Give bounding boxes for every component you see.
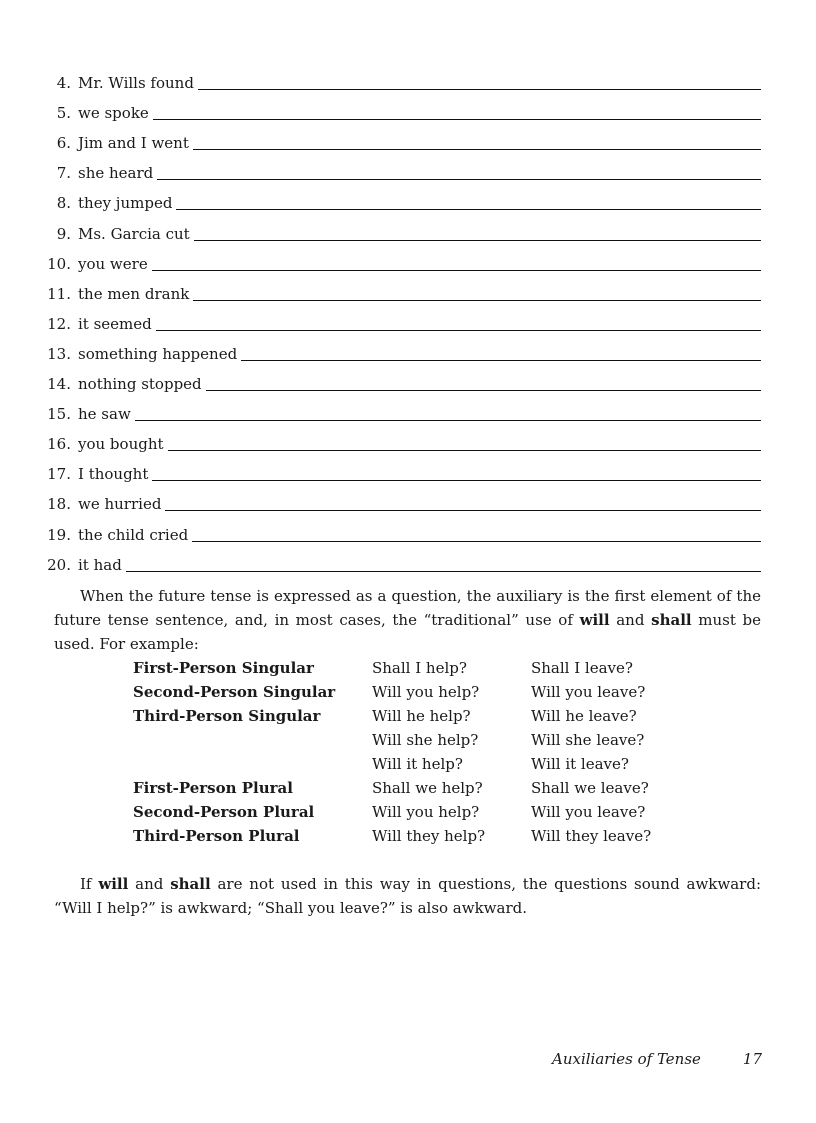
help-question: Will you help? — [372, 683, 480, 701]
table-row — [133, 752, 681, 776]
person-label: First-Person Singular — [133, 659, 314, 677]
exercise-item — [0, 153, 816, 183]
exercise-item — [0, 274, 816, 304]
answer-blank[interactable] — [152, 270, 761, 271]
answer-blank[interactable] — [193, 300, 761, 301]
leave-question: Will it leave? — [531, 755, 629, 773]
leave-question: Will they leave? — [531, 827, 652, 845]
intro-text-2: must be used. For example: — [54, 611, 762, 653]
exercise-prompt: Ms. Garcia cut — [78, 224, 190, 243]
running-title: Auxiliaries of Tense — [552, 1050, 701, 1068]
keyword-will: will — [579, 611, 610, 629]
outro-text-2: are not used in this way in questions, the questions sound awkward: “Will I help?” is awkward; “Shall you leave?” is also awkward. — [54, 875, 761, 917]
exercise-item — [0, 304, 816, 334]
exercise-item — [0, 123, 816, 153]
exercise-item — [0, 424, 816, 454]
exercise-number: 12. — [47, 314, 71, 333]
exercise-item — [0, 394, 816, 424]
exercise-number: 10. — [47, 254, 71, 273]
exercise-prompt: you were — [78, 254, 148, 273]
table-row — [133, 776, 681, 800]
leave-question: Will she leave? — [531, 731, 645, 749]
leave-question: Will you leave? — [531, 803, 646, 821]
help-question: Will you help? — [372, 803, 480, 821]
exercise-number: 17. — [47, 465, 71, 484]
exercise-number: 13. — [47, 344, 71, 363]
exercise-number: 8. — [56, 194, 71, 213]
person-label: Third-Person Plural — [133, 827, 300, 845]
leave-question: Shall we leave? — [531, 779, 649, 797]
table-row — [133, 800, 681, 824]
help-question: Will she help? — [372, 731, 479, 749]
answer-blank[interactable] — [156, 330, 761, 331]
answer-blank[interactable] — [157, 179, 761, 180]
leave-question: Will he leave? — [531, 707, 637, 725]
exercise-item — [0, 364, 816, 394]
exercise-number: 14. — [47, 375, 71, 394]
table-row — [133, 704, 681, 728]
exercise-number: 4. — [56, 74, 71, 93]
keyword-shall: shall — [170, 875, 211, 893]
exercise-prompt: we hurried — [78, 495, 162, 514]
exercise-prompt: we spoke — [78, 104, 149, 123]
exercise-item — [0, 484, 816, 514]
table-row — [133, 656, 681, 680]
answer-blank[interactable] — [176, 209, 761, 210]
exercise-item — [0, 213, 816, 243]
person-label: Third-Person Singular — [133, 707, 321, 725]
exercise-prompt: they jumped — [78, 194, 173, 213]
exercise-prompt: he saw — [78, 405, 131, 424]
exercise-number: 18. — [47, 495, 71, 514]
answer-blank[interactable] — [153, 119, 761, 120]
page-footer — [552, 1050, 762, 1068]
answer-blank[interactable] — [198, 89, 761, 90]
exercise-list — [0, 63, 816, 575]
exercise-prompt: it had — [78, 555, 122, 574]
answer-blank[interactable] — [206, 390, 761, 391]
help-question: Will it help? — [372, 755, 463, 773]
leave-question: Will you leave? — [531, 683, 646, 701]
intro-text-1: When the future tense is expressed as a question, the auxiliary is the first element of the future tense sentence, and, in most cases, the “traditional” use of — [54, 587, 761, 629]
help-question: Shall we help? — [372, 779, 483, 797]
answer-blank[interactable] — [241, 360, 761, 361]
keyword-will: will — [98, 875, 129, 893]
answer-blank[interactable] — [194, 240, 761, 241]
keyword-shall: shall — [651, 611, 692, 629]
outro-text-1: If — [80, 875, 99, 893]
outro-text-and: and — [128, 875, 171, 893]
exercise-item — [0, 183, 816, 213]
exercise-prompt: the child cried — [78, 525, 189, 544]
exercise-number: 11. — [47, 284, 71, 303]
exercise-prompt: the men drank — [78, 284, 190, 303]
exercise-item — [0, 63, 816, 93]
help-question: Will he help? — [372, 707, 471, 725]
exercise-item — [0, 545, 816, 575]
exercise-prompt: she heard — [78, 164, 154, 183]
answer-blank[interactable] — [168, 450, 761, 451]
exercise-prompt: I thought — [78, 465, 149, 484]
exercise-prompt: Jim and I went — [78, 134, 189, 153]
table-row — [133, 824, 681, 848]
exercise-prompt: something happened — [78, 344, 238, 363]
exercise-item — [0, 334, 816, 364]
exercise-number: 6. — [56, 134, 71, 153]
table-row — [133, 680, 681, 704]
person-label: Second-Person Plural — [133, 803, 315, 821]
exercise-number: 9. — [56, 224, 71, 243]
exercise-prompt: it seemed — [78, 314, 152, 333]
exercise-number: 19. — [47, 525, 71, 544]
intro-paragraph — [54, 584, 761, 656]
exercise-item — [0, 244, 816, 274]
help-question: Will they help? — [372, 827, 486, 845]
answer-blank[interactable] — [126, 571, 761, 572]
leave-question: Shall I leave? — [531, 659, 633, 677]
exercise-number: 20. — [47, 555, 71, 574]
exercise-number: 7. — [56, 164, 71, 183]
exercise-number: 5. — [56, 104, 71, 123]
outro-paragraph — [54, 872, 761, 920]
exercise-prompt: nothing stopped — [78, 375, 202, 394]
exercise-item — [0, 93, 816, 123]
intro-text-and: and — [609, 611, 652, 629]
exercise-prompt: you bought — [78, 435, 164, 454]
exercise-item — [0, 454, 816, 484]
person-label — [133, 728, 372, 752]
page-number: 17 — [742, 1050, 762, 1068]
answer-blank[interactable] — [193, 149, 761, 150]
question-forms-table — [133, 656, 681, 848]
exercise-prompt: Mr. Wills found — [78, 74, 194, 93]
exercise-number: 15. — [47, 405, 71, 424]
answer-blank[interactable] — [152, 480, 761, 481]
table-row — [133, 728, 681, 752]
answer-blank[interactable] — [192, 541, 761, 542]
answer-blank[interactable] — [135, 420, 761, 421]
help-question: Shall I help? — [372, 659, 467, 677]
exercise-number: 16. — [47, 435, 71, 454]
exercise-item — [0, 514, 816, 544]
answer-blank[interactable] — [165, 510, 761, 511]
person-label — [133, 752, 372, 776]
person-label: Second-Person Singular — [133, 683, 336, 701]
person-label: First-Person Plural — [133, 779, 293, 797]
